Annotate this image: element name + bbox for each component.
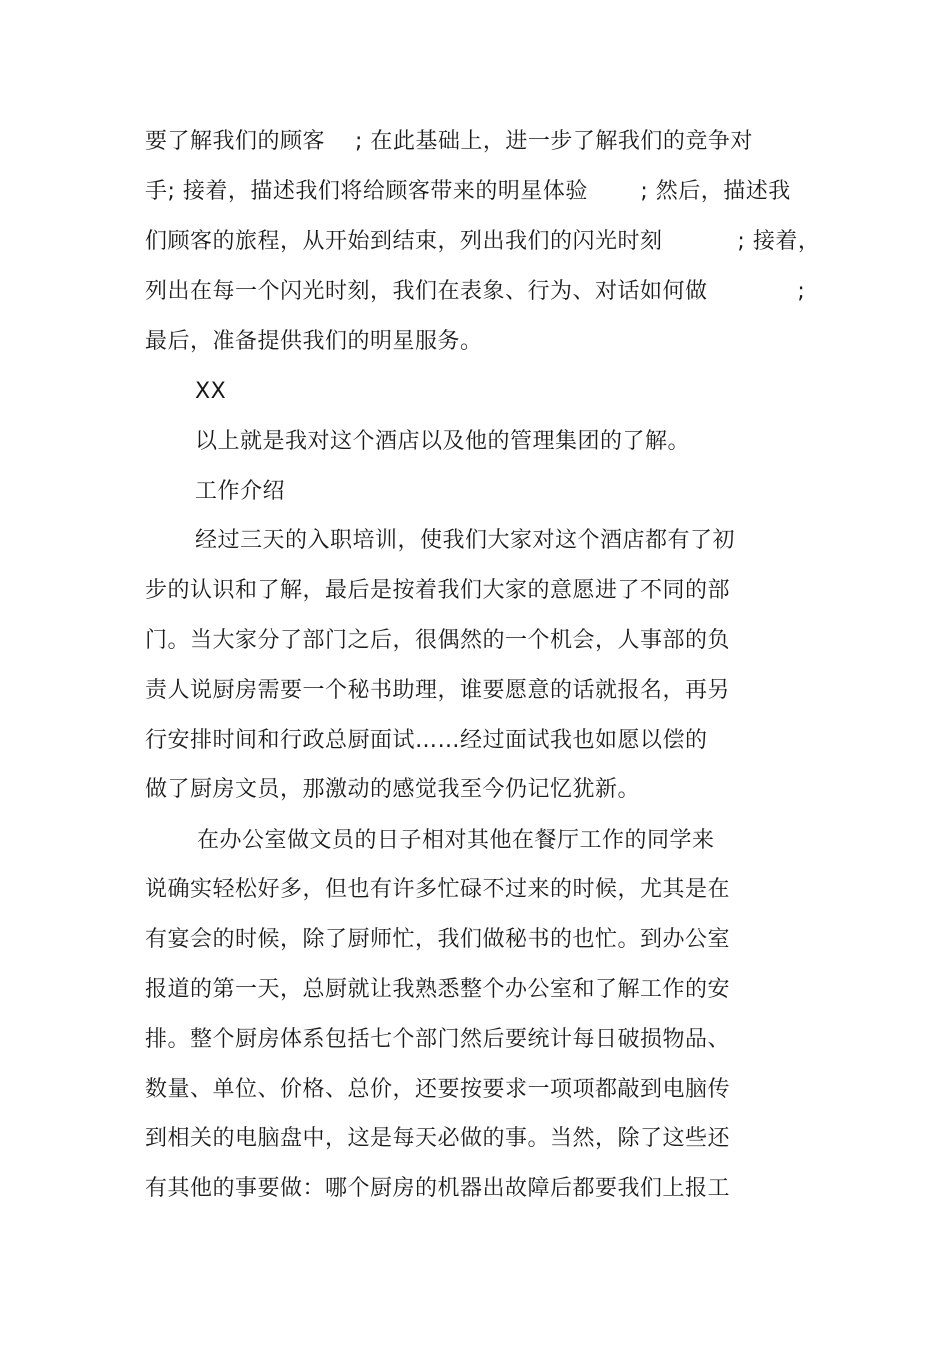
paragraph-3-line-3: 有宴会的时候，除了厨师忙，我们做秘书的也忙。到办公室 xyxy=(145,927,731,952)
heading-xx: XX xyxy=(195,379,227,404)
paragraph-2-line-3: 门。当大家分了部门之后，很偶然的一个机会，人事部的负 xyxy=(145,628,731,653)
paragraph-1-line-1: 要了解我们的顾客 ; 在此基础上，进一步了解我们的竞争对 xyxy=(145,129,753,154)
paragraph-1-line-2: 手; 接着，描述我们将给顾客带来的明星体验 ; 然后，描述我 xyxy=(145,179,791,204)
paragraph-3-line-1: 在办公室做文员的日子相对其他在餐厅工作的同学来 xyxy=(197,828,715,853)
paragraph-2-line-1: 经过三天的入职培训，使我们大家对这个酒店都有了初 xyxy=(195,528,736,553)
section-title: 工作介绍 xyxy=(195,479,286,504)
paragraph-2-line-2: 步的认识和了解，最后是按着我们大家的意愿进了不同的部 xyxy=(145,578,731,603)
paragraph-2-line-4: 责人说厨房需要一个秘书助理，谁要愿意的话就报名，再另 xyxy=(145,678,731,703)
paragraph-3-line-8: 有其他的事要做：哪个厨房的机器出故障后都要我们上报工 xyxy=(145,1176,731,1201)
paragraph-2-line-6: 做了厨房文员，那激动的感觉我至今仍记忆犹新。 xyxy=(145,777,641,802)
paragraph-3-line-2: 说确实轻松好多，但也有许多忙碌不过来的时候，尤其是在 xyxy=(145,877,731,902)
paragraph-3-line-7: 到相关的电脑盘中，这是每天必做的事。当然，除了这些还 xyxy=(145,1126,731,1151)
paragraph-1-line-3: 们顾客的旅程，从开始到结束，列出我们的闪光时刻 ; 接着， xyxy=(145,229,821,254)
paragraph-2-line-5: 行安排时间和行政总厨面试……经过面试我也如愿以偿的 xyxy=(145,728,708,753)
paragraph-1-line-5: 最后，准备提供我们的明星服务。 xyxy=(145,329,483,354)
paragraph-3-line-5: 排。整个厨房体系包括七个部门然后要统计每日破损物品、 xyxy=(145,1027,731,1052)
summary-line: 以上就是我对这个酒店以及他的管理集团的了解。 xyxy=(195,429,691,454)
paragraph-3-line-6: 数量、单位、价格、总价，还要按要求一项项都敲到电脑传 xyxy=(145,1077,731,1102)
paragraph-1-line-4: 列出在每一个闪光时刻，我们在表象、行为、对话如何做 ; xyxy=(145,279,806,304)
paragraph-3-line-4: 报道的第一天，总厨就让我熟悉整个办公室和了解工作的安 xyxy=(145,977,731,1002)
